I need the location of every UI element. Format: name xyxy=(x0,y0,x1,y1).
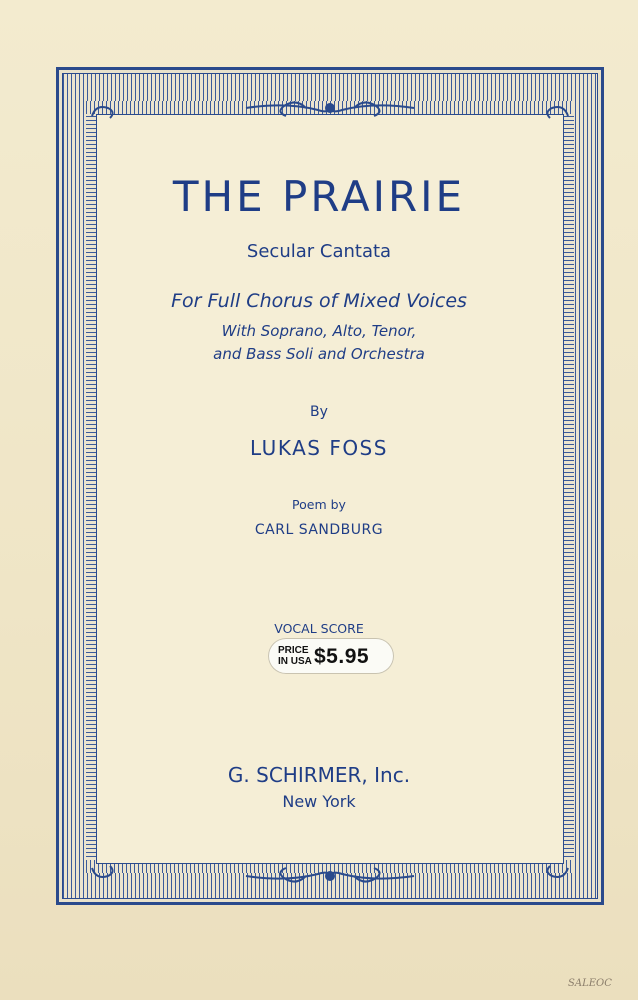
top-scroll-ornament xyxy=(86,96,574,136)
by-label: By xyxy=(310,404,328,420)
composer-name: LUKAS FOSS xyxy=(250,436,388,460)
edition-label: VOCAL SCORE xyxy=(274,621,364,636)
publisher-city: New York xyxy=(282,792,356,811)
scoring-line-1: For Full Chorus of Mixed Voices xyxy=(171,290,467,312)
poem-by-label: Poem by xyxy=(292,497,346,512)
price-label-line2: IN USA xyxy=(278,656,312,667)
price-label-line1: PRICE xyxy=(278,645,309,656)
bottom-scroll-ornament xyxy=(86,848,574,888)
scoring-line-2: With Soprano, Alto, Tenor, xyxy=(221,322,417,340)
cover-subtitle: Secular Cantata xyxy=(246,241,392,262)
scoring-line-3: and Bass Soli and Orchestra xyxy=(213,345,425,363)
price-value: $5.95 xyxy=(314,645,370,668)
price-sticker-label xyxy=(278,645,312,667)
handwritten-corner-note: SALEOC xyxy=(568,978,612,989)
publisher-name: G. SCHIRMER, Inc. xyxy=(227,763,411,787)
cover-title: THE PRAIRIE xyxy=(172,172,466,221)
poet-name: CARL SANDBURG xyxy=(254,522,384,538)
content-panel xyxy=(96,114,564,864)
